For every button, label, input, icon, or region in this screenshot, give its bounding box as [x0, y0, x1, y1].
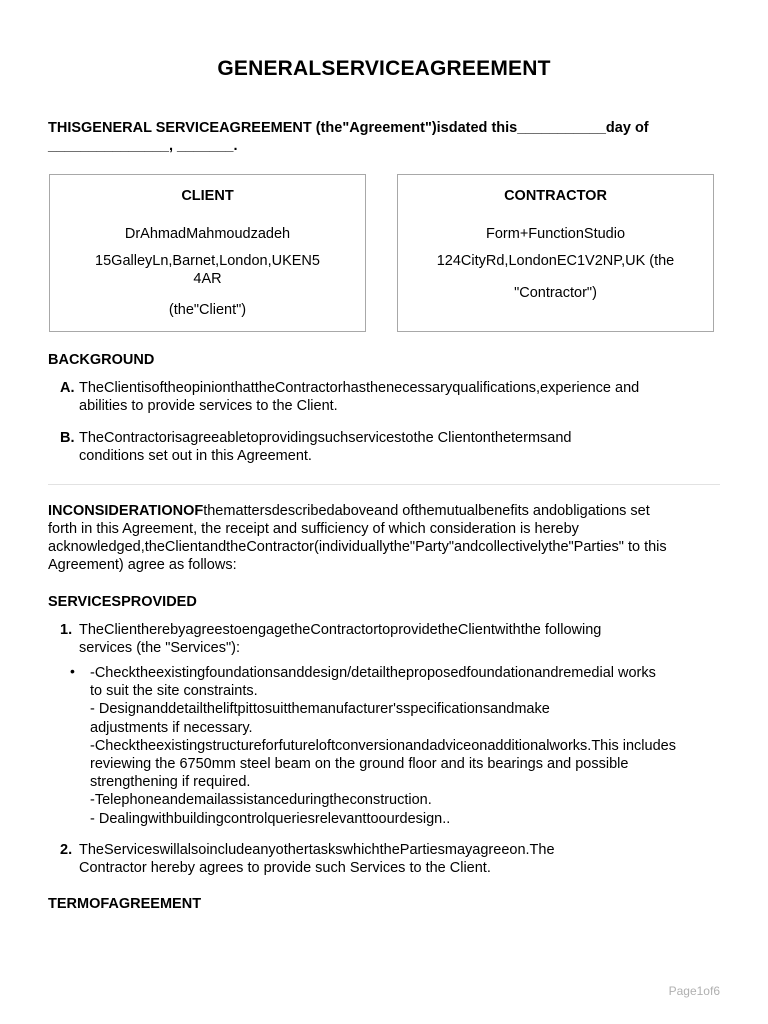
bullet-line: - Dealingwithbuildingcontrolqueriesrelevanttoourdesign..	[90, 810, 451, 827]
item-text	[79, 429, 719, 465]
bullet-line: -Telephoneandemailassistanceduringtheconstruction.	[90, 792, 432, 809]
page-number: Page1of6	[668, 984, 720, 998]
background-heading: BACKGROUND	[48, 352, 155, 368]
bullet-line: to suit the site constraints.	[90, 683, 258, 700]
item-line: services (the "Services"):	[79, 640, 240, 656]
item-text	[79, 621, 719, 657]
section-divider	[48, 484, 720, 485]
bullet-line: -Checktheexistingstructureforfutureloftconversionandadviceonadditionalworks.This includes	[90, 737, 676, 754]
contractor-alias: "Contractor")	[514, 285, 597, 301]
contractor-name: Form+FunctionStudio	[485, 226, 626, 242]
consideration-line	[48, 502, 724, 520]
client-box	[49, 174, 366, 332]
intro-line-1: THISGENERAL SERVICEAGREEMENT (the"Agreement")isdated this___________day of	[48, 120, 649, 136]
consideration-line: acknowledged,theClientandtheContractor(individuallythe"Party"andcollectivelythe"Parties" to this	[48, 539, 667, 555]
item-text	[79, 841, 719, 877]
consideration-lead: INCONSIDERATIONOF	[48, 503, 204, 519]
client-name: DrAhmadMahmoudzadeh	[124, 226, 291, 242]
bullet-line: strengthening if required.	[90, 774, 251, 791]
client-alias: (the"Client")	[168, 302, 247, 318]
agreement-intro	[48, 119, 728, 155]
consideration-line: Agreement) agree as follows:	[48, 557, 237, 573]
client-heading: CLIENT	[181, 188, 234, 204]
contractor-address: 124CityRd,LondonEC1V2NP,UK (the	[436, 253, 675, 269]
item-label: A.	[60, 380, 75, 396]
services-bullet-list	[90, 664, 730, 828]
term-heading: TERMOFAGREEMENT	[48, 896, 202, 912]
item-line: abilities to provide services to the Client.	[79, 398, 338, 414]
item-line: TheContractorisagreeabletoprovidingsuchservicestothe Clientonthetermsand	[79, 430, 572, 446]
item-line: TheClientisoftheopinionthattheContractorhasthenecessaryqualifications,experience and	[79, 380, 640, 396]
item-label: 1.	[60, 622, 73, 638]
document-title: GENERALSERVICEAGREEMENT	[217, 57, 551, 80]
intro-line-2: _______________, _______.	[48, 138, 238, 154]
contractor-heading: CONTRACTOR	[504, 188, 607, 204]
item-line: Contractor hereby agrees to provide such Services to the Client.	[79, 860, 491, 876]
bullet-line: -Checktheexistingfoundationsanddesign/detailtheproposedfoundationandremedial works	[90, 665, 656, 681]
item-line: conditions set out in this Agreement.	[79, 448, 312, 464]
item-line: TheServiceswillalsoincludeanyothertaskswhichthePartiesmayagreeon.The	[79, 842, 555, 858]
consideration-line: forth in this Agreement, the receipt and sufficiency of which consideration is hereby	[48, 521, 579, 537]
contractor-box	[397, 174, 714, 332]
bullet-line: adjustments if necessary.	[90, 719, 253, 736]
services-heading: SERVICESPROVIDED	[48, 594, 197, 610]
bullet-line: reviewing the 6750mm steel beam on the ground floor and its bearings and possible	[90, 756, 629, 773]
bullet-icon: •	[70, 663, 75, 679]
client-address: 15GalleyLn,Barnet,London,UKEN5 4AR	[95, 253, 320, 287]
item-label: B.	[60, 430, 75, 446]
item-line: TheClientherebyagreestoengagetheContractortoprovidetheClientwiththe following	[79, 622, 602, 638]
item-text	[79, 379, 719, 415]
consideration-paragraph	[48, 502, 724, 574]
consideration-text: thematters​describedaboveand ofthemutualbenefits andobligations set	[203, 503, 650, 519]
item-label: 2.	[60, 842, 73, 858]
bullet-line: - Designanddetailtheliftpittosuitthemanufacturer'sspecificationsandmake	[90, 701, 550, 718]
